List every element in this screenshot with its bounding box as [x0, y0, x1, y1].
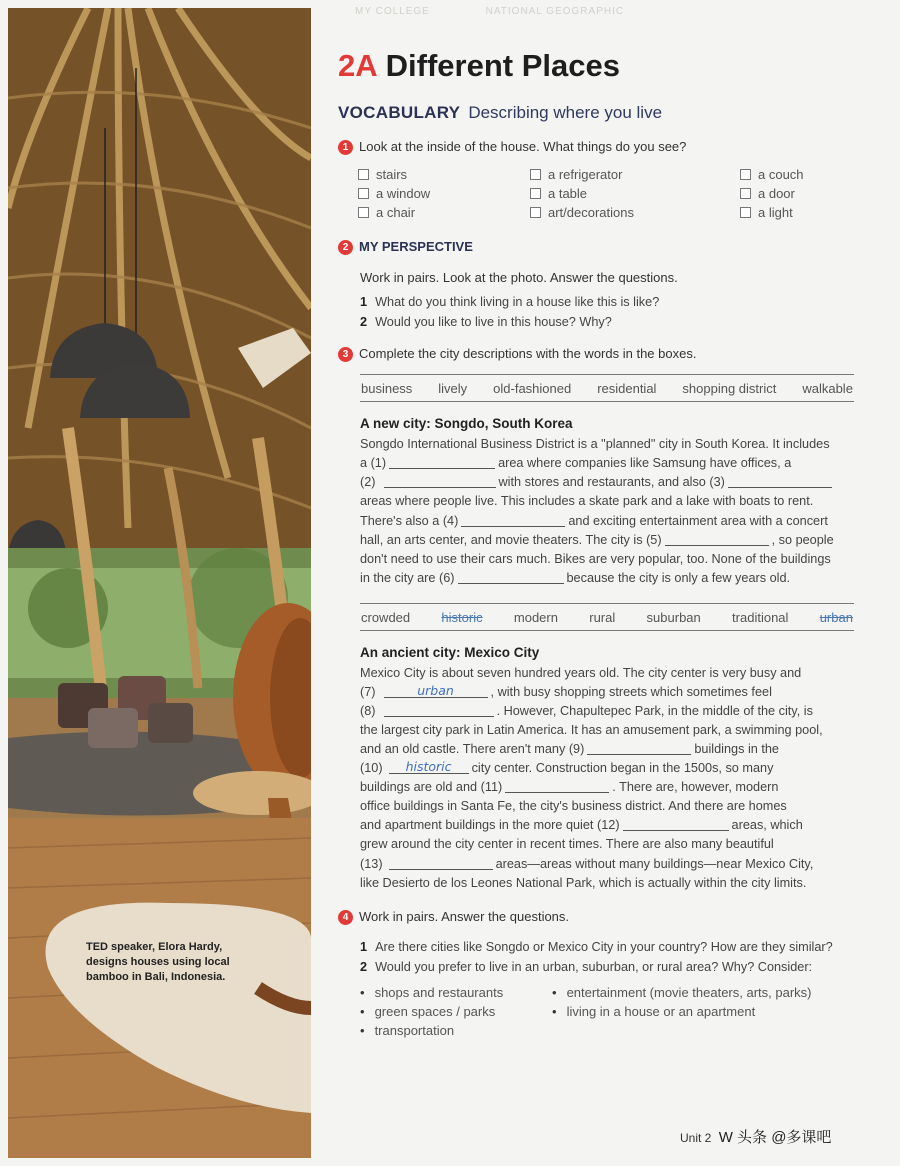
- songdo-line: in the city are (6) because the city is only a few years old.: [360, 571, 791, 585]
- word-box-word-crossed: historic: [441, 609, 483, 625]
- bullet-item: • living in a house or an apartment: [552, 1002, 755, 1022]
- vocabulary-topic: Describing where you live: [468, 103, 663, 122]
- mexico-line: (10) historic city center. Construction began in the 1500s, so many: [360, 759, 774, 775]
- blank-10[interactable]: [389, 761, 469, 774]
- lesson-number: 2A: [338, 48, 378, 83]
- mexico-line: like Desierto de los Leones National Park, which is actually within the city limits.: [360, 876, 807, 890]
- handwritten-answer-10: historic: [405, 759, 452, 774]
- checklist-item[interactable]: a couch: [740, 167, 804, 182]
- checklist-item[interactable]: a window: [358, 186, 430, 201]
- mexico-line: the largest city park in Latin America. It has an amusement park, a swimming pool,: [360, 723, 823, 737]
- checkbox[interactable]: [740, 188, 751, 199]
- mexico-heading: An ancient city: Mexico City: [360, 645, 540, 660]
- checkbox[interactable]: [530, 169, 541, 180]
- songdo-line: Songdo International Business District is a "planned" city in South Korea. It includes: [360, 437, 830, 451]
- checklist-item[interactable]: stairs: [358, 167, 407, 182]
- page-footer: [680, 1126, 831, 1147]
- word-box-word: traditional: [732, 609, 789, 625]
- task-1-badge: 1: [338, 140, 353, 155]
- lesson-name: Different Places: [385, 48, 620, 83]
- running-head-right: NATIONAL GEOGRAPHIC: [485, 6, 625, 17]
- mexico-line: buildings are old and (11) . There are, however, modern: [360, 780, 779, 794]
- blank-9[interactable]: [587, 742, 691, 755]
- checkbox[interactable]: [740, 169, 751, 180]
- bullet-item: • transportation: [360, 1021, 454, 1041]
- blank-2[interactable]: [384, 475, 496, 488]
- checklist-item[interactable]: art/decorations: [530, 205, 634, 220]
- blank-7[interactable]: [384, 685, 488, 698]
- blank-3[interactable]: [728, 475, 832, 488]
- checkbox[interactable]: [530, 207, 541, 218]
- checkbox[interactable]: [358, 188, 369, 199]
- mexico-line: and an old castle. There aren't many (9) buildings in the: [360, 742, 779, 756]
- task-2-heading: [338, 239, 473, 255]
- word-box-word: shopping district: [682, 380, 777, 396]
- task-4-question-2: 2 Would you prefer to live in an urban, suburban, or rural area? Why? Consider:: [360, 960, 813, 974]
- task-1-text: Look at the inside of the house. What things do you see?: [359, 139, 687, 154]
- bullet-item: • shops and restaurants: [360, 983, 503, 1003]
- songdo-line: areas where people live. This includes a skate park and a lake with boats to rent.: [360, 494, 814, 508]
- task-4-instruction: [338, 909, 569, 925]
- task-1-instruction: [338, 139, 686, 155]
- word-box-word-crossed: urban: [819, 609, 853, 625]
- word-box-word: modern: [513, 609, 558, 625]
- checklist-item[interactable]: a refrigerator: [530, 167, 622, 182]
- blank-13[interactable]: [389, 857, 493, 870]
- footer-unit: Unit 2: [680, 1131, 712, 1145]
- blank-6[interactable]: [458, 571, 564, 584]
- task-4-badge: 4: [338, 910, 353, 925]
- word-box-word: crowded: [361, 609, 411, 625]
- checkbox[interactable]: [530, 188, 541, 199]
- mexico-line: office buildings in Santa Fe, the city's business district. And there are homes: [360, 799, 787, 813]
- task-2-question-1: 1 What do you think living in a house like this is like?: [360, 295, 660, 309]
- running-head-left: MY COLLEGE: [355, 6, 430, 17]
- bamboo-house-photo: [8, 8, 311, 1158]
- word-box-word: old-fashioned: [493, 380, 572, 396]
- checkbox[interactable]: [740, 207, 751, 218]
- vocabulary-label: VOCABULARY: [338, 103, 461, 122]
- word-box-word: residential: [597, 380, 657, 396]
- mexico-line: (7) urban , with busy shopping streets which sometimes feel: [360, 683, 772, 699]
- mexico-line: (13) areas—areas without many buildings—near Mexico City,: [360, 857, 814, 871]
- songdo-line: (2) with stores and restaurants, and also (3): [360, 473, 835, 492]
- word-box-word: rural: [589, 609, 616, 625]
- checklist-item[interactable]: a chair: [358, 205, 415, 220]
- blank-12[interactable]: [623, 818, 729, 831]
- task-2-instruction: Work in pairs. Look at the photo. Answer the questions.: [360, 270, 678, 285]
- songdo-heading: A new city: Songdo, South Korea: [360, 416, 573, 431]
- checkbox[interactable]: [358, 207, 369, 218]
- handwritten-answer-7: urban: [417, 683, 454, 698]
- blank-4[interactable]: [461, 514, 565, 527]
- word-box-word: business: [361, 380, 413, 396]
- checklist-item[interactable]: a light: [740, 205, 793, 220]
- songdo-line: a (1) area where companies like Samsung have offices, a: [360, 456, 792, 470]
- mexico-line: (8) . However, Chapultepec Park, in the middle of the city, is: [360, 704, 813, 718]
- task-3-instruction: [338, 346, 696, 362]
- word-box-word: lively: [438, 380, 468, 396]
- songdo-line: don't need to use their cars much. Bikes are very popular, too. None of the buildings: [360, 552, 831, 566]
- lesson-title: [338, 48, 620, 84]
- word-box-word: suburban: [646, 609, 701, 625]
- task-2-title: MY PERSPECTIVE: [359, 239, 473, 254]
- mexico-line: and apartment buildings in the more quiet (12) areas, which: [360, 818, 803, 832]
- blank-11[interactable]: [505, 780, 609, 793]
- bamboo-interior-illustration: [8, 8, 311, 1158]
- task-2-badge: 2: [338, 240, 353, 255]
- running-head: [355, 6, 676, 17]
- checklist-item[interactable]: a door: [740, 186, 795, 201]
- mexico-line: grew around the city center in recent times. There are also many beautiful: [360, 837, 774, 851]
- watermark: W 头条 @多课吧: [718, 1129, 832, 1146]
- checklist-item[interactable]: a table: [530, 186, 587, 201]
- mexico-line: Mexico City is about seven hundred years old. The city center is very busy and: [360, 666, 802, 680]
- task-4-question-1: 1 Are there cities like Songdo or Mexico City in your country? How are they similar?: [360, 940, 833, 954]
- bullet-item: • entertainment (movie theaters, arts, parks): [552, 983, 812, 1003]
- vocabulary-heading: [338, 103, 662, 123]
- blank-5[interactable]: [665, 533, 769, 546]
- blank-8[interactable]: [384, 704, 494, 717]
- task-3-badge: 3: [338, 347, 353, 362]
- songdo-line: There's also a (4) and exciting entertainment area with a concert: [360, 514, 828, 528]
- word-box-1: [360, 374, 854, 402]
- photo-caption: TED speaker, Elora Hardy, designs houses using local bamboo in Bali, Indonesia.: [86, 941, 230, 983]
- songdo-line: hall, an arts center, and movie theaters. The city is (5) , so people: [360, 533, 834, 547]
- blank-1[interactable]: [389, 456, 495, 469]
- task-3-text: Complete the city descriptions with the words in the boxes.: [359, 346, 697, 361]
- word-box-2: [360, 603, 854, 631]
- task-4-text: Work in pairs. Answer the questions.: [359, 909, 570, 924]
- bullet-item: • green spaces / parks: [360, 1002, 495, 1022]
- task-2-question-2: 2 Would you like to live in this house? Why?: [360, 315, 612, 329]
- word-box-word: walkable: [802, 380, 853, 396]
- checkbox[interactable]: [358, 169, 369, 180]
